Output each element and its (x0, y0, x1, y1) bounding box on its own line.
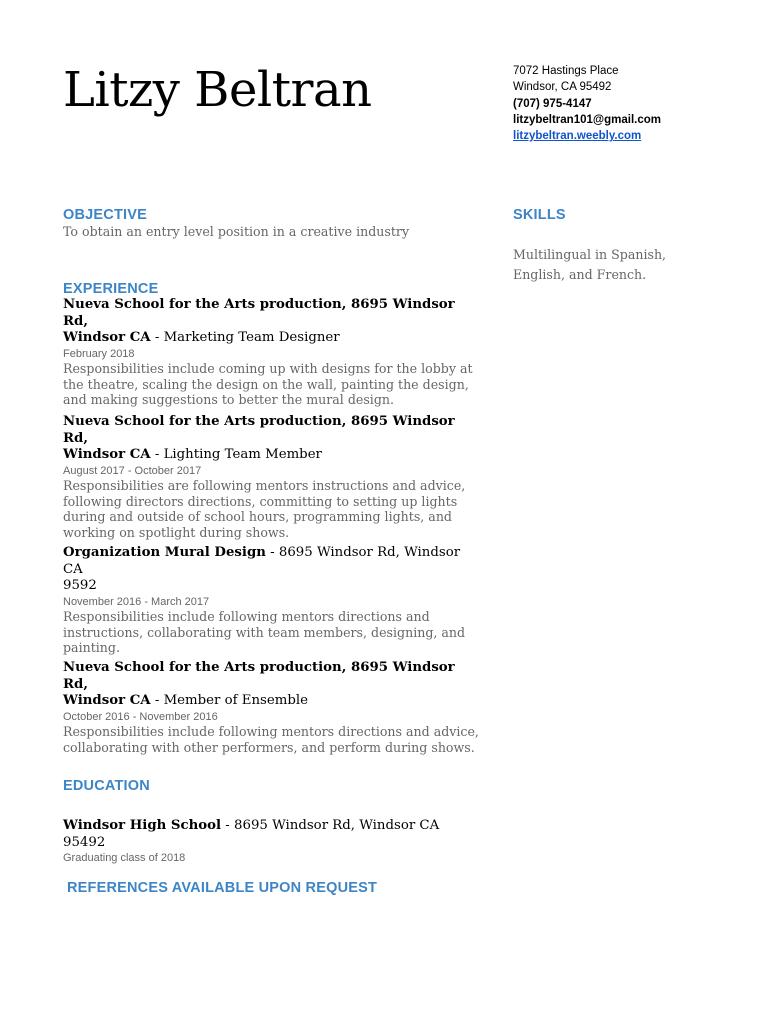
website-link[interactable]: litzybeltran.weebly.com (513, 130, 642, 143)
education-title (63, 818, 483, 851)
entry-description (63, 478, 483, 540)
email-address: litzybeltran101@gmail.com (513, 113, 661, 126)
school-name: Windsor High School (63, 818, 222, 833)
references-note: REFERENCES AVAILABLE UPON REQUEST (67, 880, 378, 896)
experience-heading: EXPERIENCE (63, 281, 159, 297)
address-line-2: Windsor, CA 95492 (513, 81, 612, 94)
entry-separator: - (150, 693, 164, 709)
entry-location: 9592 (63, 578, 97, 594)
entry-title (63, 660, 483, 710)
contact-block (513, 63, 661, 144)
education-entry (63, 818, 483, 866)
entry-date: November 2016 - March 2017 (63, 595, 210, 608)
school-location: 95492 (63, 834, 106, 850)
experience-entry (63, 660, 483, 755)
experience-entry (63, 545, 483, 656)
objective-text: To obtain an entry level position in a creative industry (63, 224, 410, 239)
entry-title (63, 414, 483, 464)
experience-entry (63, 297, 483, 408)
entry-org: Windsor CA (63, 330, 151, 346)
phone-number: (707) 975-4147 (513, 97, 592, 110)
entry-separator: - (265, 545, 279, 560)
entry-org: Nueva School for the Arts production, 8695 Windsor Rd, (63, 414, 455, 446)
school-location: 8695 Windsor Rd, Windsor CA (234, 818, 440, 833)
entry-title (63, 545, 483, 595)
entry-org: Organization Mural Design (63, 545, 266, 560)
description-line: and making suggestions to better the mural design. (63, 392, 395, 408)
skills-line: Multilingual in Spanish, (513, 247, 667, 262)
entry-separator: - (150, 447, 164, 463)
description-line: collaborating with other performers, and perform during shows. (63, 739, 475, 755)
description-line: Responsibilities include coming up with designs for the lobby at (63, 361, 473, 377)
entry-description (63, 609, 483, 656)
description-line: Responsibilities are following mentors instructions and advice, (63, 478, 466, 494)
experience-entry (63, 414, 483, 541)
address-line-1: 7072 Hastings Place (513, 65, 619, 77)
entry-separator: - (150, 330, 164, 346)
objective-heading: OBJECTIVE (63, 207, 147, 223)
description-line: following directors directions, committing to setting up lights (63, 493, 458, 509)
entry-org: Windsor CA (63, 447, 151, 463)
entry-role: Marketing Team Designer (163, 330, 340, 346)
entry-org: Nueva School for the Arts production, 8695 Windsor Rd, (63, 660, 455, 692)
resume-name: Litzy Beltran (63, 62, 372, 118)
entry-location: 8695 Windsor Rd, Windsor CA (63, 545, 461, 577)
entry-date: August 2017 - October 2017 (63, 464, 202, 477)
entry-description (63, 724, 483, 755)
description-line: the theatre, scaling the design on the wall, painting the design, (63, 376, 469, 392)
entry-title (63, 297, 483, 347)
description-line: Responsibilities include following mentors directions and advice, (63, 724, 479, 740)
skills-heading: SKILLS (513, 207, 566, 223)
education-heading: EDUCATION (63, 778, 150, 794)
description-line: painting. (63, 640, 120, 656)
skills-line: English, and French. (513, 266, 647, 282)
entry-date: February 2018 (63, 347, 135, 360)
entry-org: Windsor CA (63, 693, 151, 709)
entry-separator: - (221, 818, 235, 833)
entry-date: October 2016 - November 2016 (63, 710, 218, 723)
entry-org: Nueva School for the Arts production, 8695 Windsor Rd, (63, 297, 455, 329)
description-line: instructions, collaborating with team members, designing, and (63, 624, 466, 640)
description-line: Responsibilities include following mentors directions and (63, 609, 430, 625)
entry-description (63, 361, 483, 408)
skills-text (513, 245, 733, 284)
graduation-date: Graduating class of 2018 (63, 852, 186, 865)
entry-role: Lighting Team Member (163, 447, 322, 463)
description-line: working on spotlight during shows. (63, 525, 290, 541)
entry-role: Member of Ensemble (163, 693, 308, 709)
description-line: during and outside of school hours, programming lights, and (63, 509, 452, 525)
